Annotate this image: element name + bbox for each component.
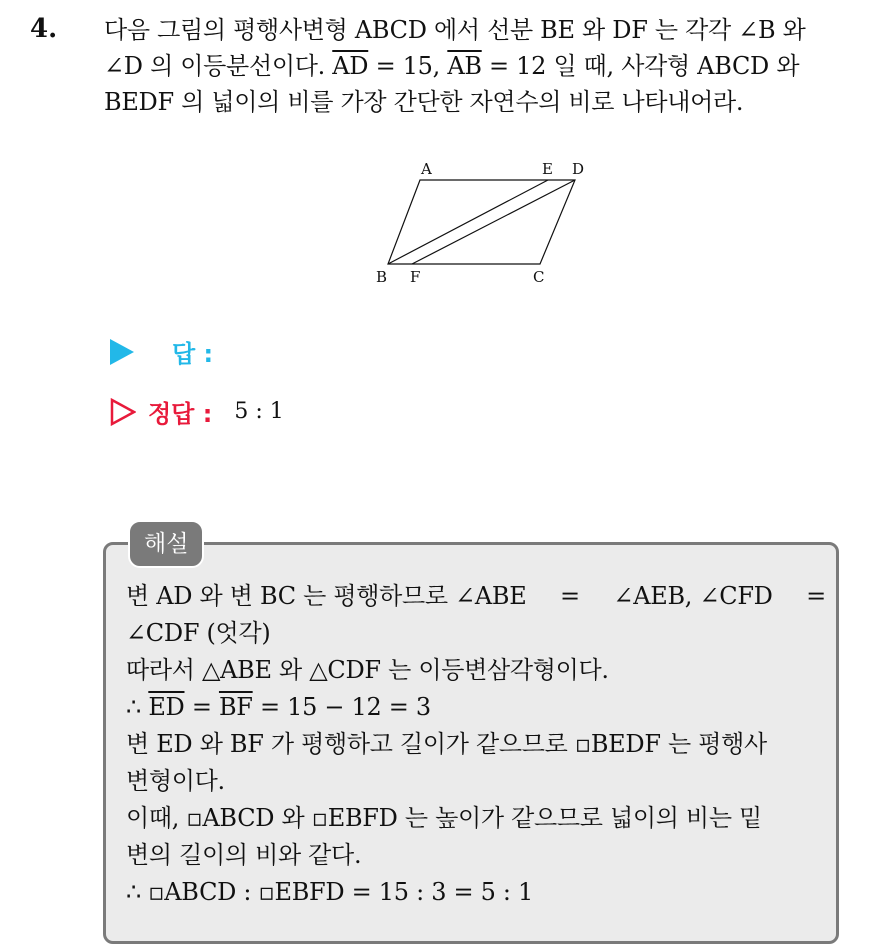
label-c: C: [533, 268, 545, 286]
correct-answer-row: [110, 394, 284, 429]
parallelogram-abcd: [388, 180, 575, 264]
play-triangle-icon: [110, 339, 134, 365]
question-line-2: [104, 48, 864, 84]
question-number: 4.: [30, 14, 58, 44]
solution-line-1a: 변 AD 와 변 BC 는 평행하므로 ∠ABE: [126, 582, 527, 610]
solution-line-4-mid: =: [184, 693, 219, 721]
outline-triangle-icon: [110, 398, 136, 426]
solution-line-5: 변 ED 와 BF 가 평행하고 길이가 같으므로 ▫BEDF 는 평행사: [126, 730, 767, 758]
solution-line-4-post: = 15 − 12 = 3: [252, 693, 431, 721]
solution-line-2: ∠CDF (엇각): [126, 619, 271, 647]
question-line-2-mid: = 15,: [368, 52, 448, 80]
segment-ab: $\overline{AB}$: [447, 52, 482, 80]
question-line-2-post: = 12 일 때, 사각형 ABCD 와: [481, 52, 800, 80]
solution-text: [126, 578, 826, 911]
label-e: E: [542, 160, 553, 178]
segment-ad: $\overline{AD}$: [332, 52, 369, 80]
segment-be: [388, 180, 548, 264]
solution-line-3: 따라서 △ABE 와 △CDF 는 이등변삼각형이다.: [126, 656, 609, 684]
segment-bf: $\overline{BF}$: [218, 693, 253, 721]
label-b: B: [376, 268, 388, 286]
solution-line-8: 변의 길이의 비와 같다.: [126, 841, 362, 869]
parallelogram-figure: [370, 156, 600, 288]
label-d: D: [572, 160, 585, 178]
question-text: [104, 12, 864, 120]
solution-line-7: 이때, ▫ABCD 와 ▫EBFD 는 높이가 같으므로 넓이의 비는 밑: [126, 804, 762, 832]
question-line-3: BEDF 의 넓이의 비를 가장 간단한 자연수의 비로 나타내어라.: [104, 88, 744, 116]
question-line-1: 다음 그림의 평행사변형 ABCD 에서 선분 BE 와 DF 는 각각 ∠B 와: [104, 16, 806, 44]
label-f: F: [410, 268, 421, 286]
solution-line-4-pre: ∴: [126, 693, 149, 721]
solution-line-1c: ∠AEB, ∠CFD: [613, 582, 773, 610]
correct-answer-label: 정답 :: [148, 400, 213, 428]
solution-line-9: ∴ ▫ABCD : ▫EBFD = 15 : 3 = 5 : 1: [126, 878, 534, 906]
answer-row: [110, 334, 213, 369]
segment-ed: $\overline{ED}$: [148, 693, 185, 721]
solution-line-1: [126, 578, 826, 615]
solution-line-1d: =: [806, 582, 826, 610]
solution-line-1b: =: [560, 582, 580, 610]
segment-df: [412, 180, 575, 264]
question-line-2-pre: ∠D 의 이등분선이다.: [104, 52, 333, 80]
answer-label: 답 :: [172, 340, 214, 368]
solution-line-6: 변형이다.: [126, 767, 225, 795]
correct-answer-value: 5 : 1: [234, 399, 284, 424]
solution-line-4: [126, 689, 826, 726]
solution-tag: 해설: [128, 520, 204, 568]
label-a: A: [421, 160, 432, 178]
